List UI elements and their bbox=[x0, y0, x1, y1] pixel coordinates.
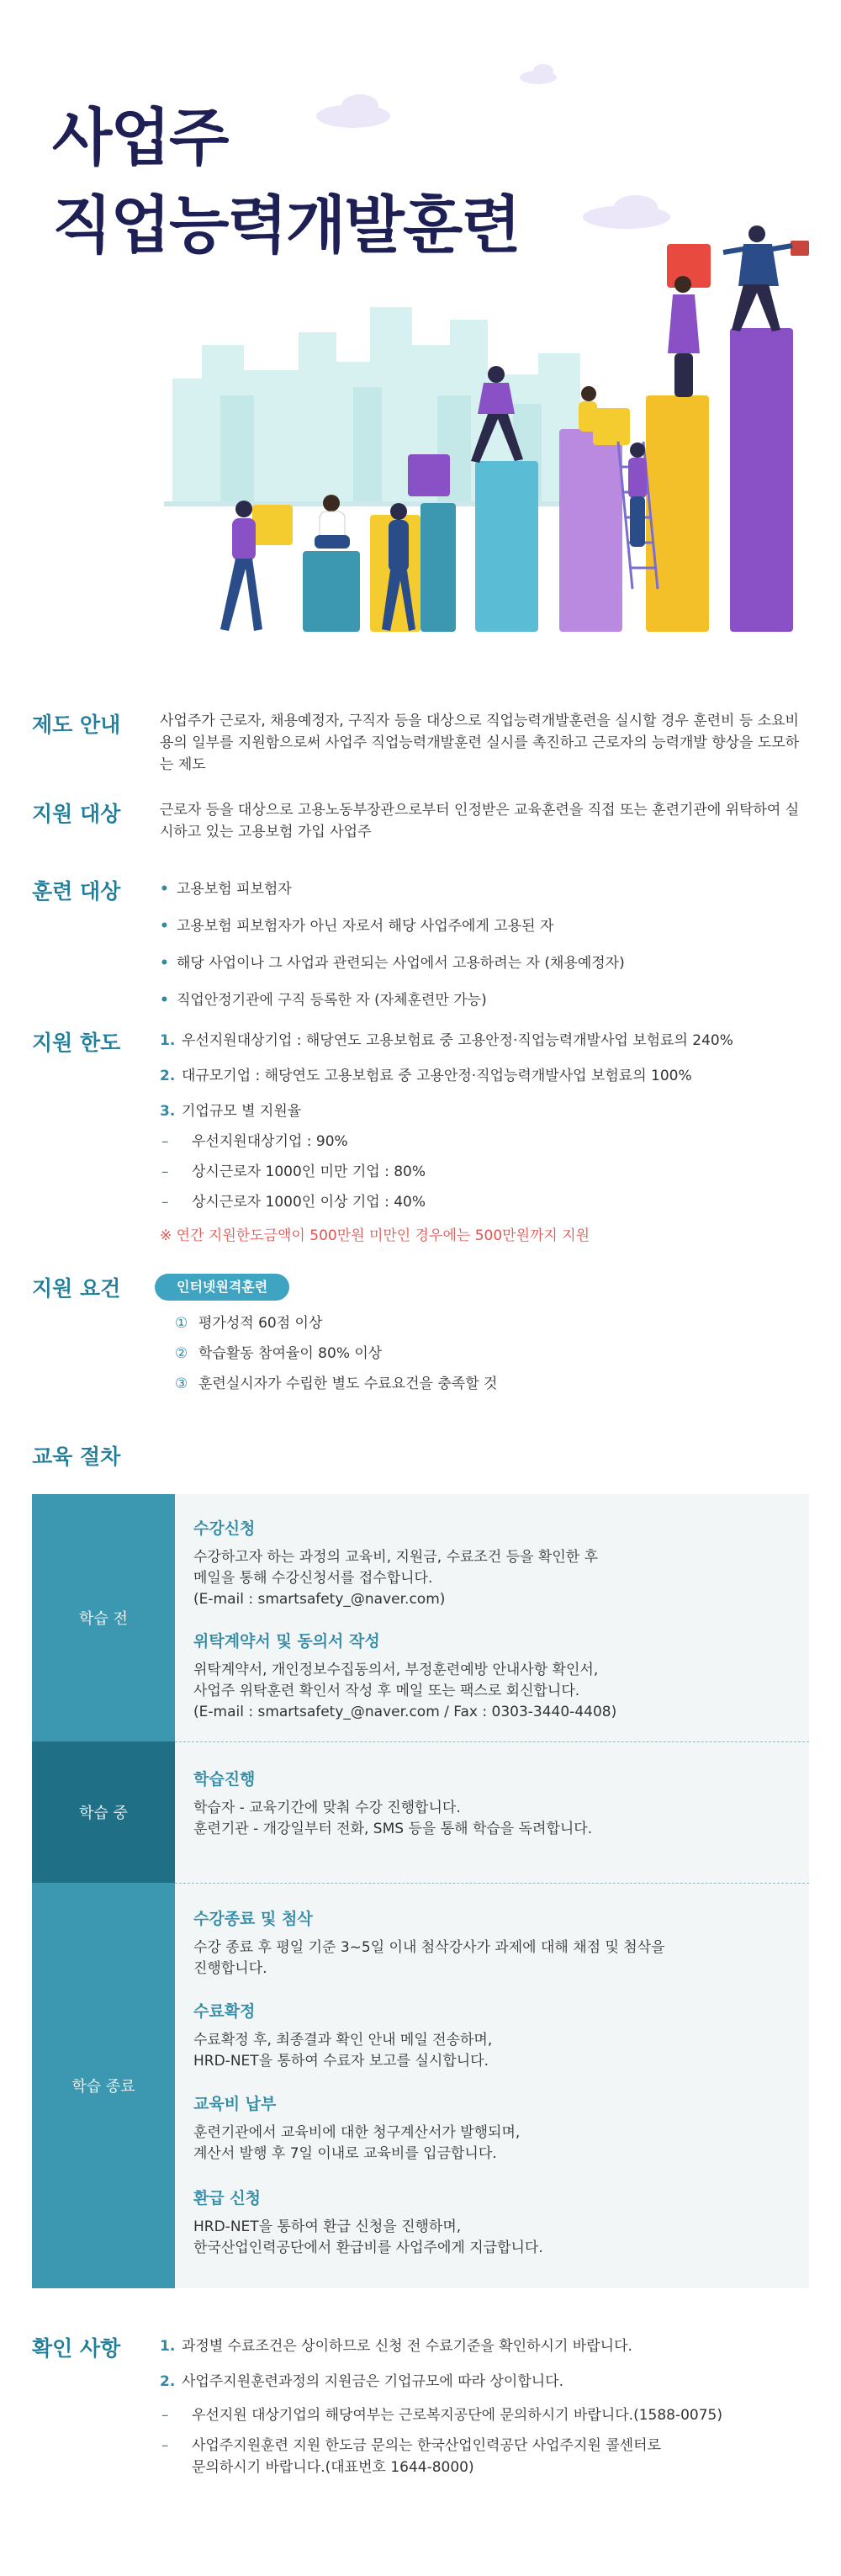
step-title: 학습진행 bbox=[193, 1770, 256, 1789]
process-step bbox=[193, 1767, 791, 1840]
person-figure bbox=[723, 225, 809, 331]
overview-text: 사업주가 근로자, 채용예정자, 구직자 등을 대상으로 직업능력개발훈련을 실시할 경우 훈련비 등 소요비용의 일부를 지원함으로써 사업주 직업능력개발훈련 실시를 촉진하고 근로자의 능력개발 향상을 도모하는 제도 bbox=[160, 713, 800, 773]
process-step bbox=[193, 2186, 791, 2259]
requirements-section bbox=[32, 1272, 814, 1398]
confirm-list bbox=[160, 2335, 807, 2487]
hero-title-line-2: 직업능력개발훈련 bbox=[52, 189, 520, 262]
step-text: HRD-NET을 통하여 환급 신청을 진행하며, 한국산업인력공단에서 환급비를 사업주에게 지급합니다. bbox=[193, 2218, 543, 2256]
overview-section bbox=[32, 708, 814, 776]
hero-title bbox=[52, 94, 520, 269]
list-item: • 고용보험 피보험자가 아닌 자로서 해당 사업주에게 고용된 자 bbox=[160, 915, 807, 937]
process-table bbox=[32, 1494, 809, 2288]
chart-bar bbox=[559, 429, 622, 632]
briefcase-icon bbox=[791, 241, 809, 256]
target-text: 근로자 등을 대상으로 고용노동부장관으로부터 인정받은 교육훈련을 직접 또는 훈련기관에 위탁하여 실시하고 있는 고용보험 가입 사업주 bbox=[160, 802, 800, 840]
phase-content bbox=[175, 1883, 809, 2288]
sub-list bbox=[160, 2404, 807, 2478]
puzzle-piece-icon bbox=[252, 505, 293, 545]
phase-content bbox=[175, 1741, 809, 1883]
limit-note: ※ 연간 지원한도금액이 500만원 미만인 경우에는 500만원까지 지원 bbox=[160, 1227, 590, 1244]
list-text: 평가성적 60점 이상 bbox=[198, 1315, 323, 1332]
list-item bbox=[160, 1100, 807, 1122]
list-text: 기업규모 별 지원율 bbox=[182, 1103, 302, 1120]
list-marker: ② bbox=[175, 1345, 188, 1362]
list-number: 1. bbox=[160, 2338, 176, 2355]
list-number: 3. bbox=[160, 1103, 176, 1120]
chart-bar bbox=[420, 503, 456, 632]
puzzle-piece-icon bbox=[408, 454, 450, 496]
overview-label: 제도 안내 bbox=[32, 713, 121, 737]
process-heading-section bbox=[32, 1440, 814, 1474]
process-label: 교육 절차 bbox=[32, 1444, 121, 1469]
step-text: 수료확정 후, 최종결과 확인 안내 메일 전송하며, HRD-NET을 통하여 수료자 보고를 실시합니다. bbox=[193, 2032, 493, 2070]
list-item bbox=[160, 2335, 807, 2357]
sub-list-item: – 상시근로자 1000인 미만 기업 : 80% bbox=[160, 1161, 807, 1183]
list-text: 사업주지원훈련과정의 지원금은 기업규모에 따라 상이합니다. bbox=[182, 2373, 563, 2390]
step-text: 위탁계약서, 개인정보수집동의서, 부정훈련예방 안내사항 확인서, 사업주 위탁훈련 확인서 작성 후 메일 또는 팩스로 회신합니다. (E-mail : smartsafety_@naver.com / Fax : 0303-3440-4408) bbox=[193, 1662, 617, 1720]
step-title: 위탁계약서 및 동의서 작성 bbox=[193, 1632, 380, 1651]
list-text: 우선지원대상기업 : 해당연도 고용보험료 중 고용안정·직업능력개발사업 보험료의 240% bbox=[182, 1032, 733, 1049]
list-item bbox=[155, 1343, 802, 1365]
phase-label: 학습 종료 bbox=[32, 1883, 175, 2288]
list-marker: ③ bbox=[175, 1375, 188, 1392]
step-text: 수강하고자 하는 과정의 교육비, 지원금, 수료조건 등을 확인한 후 메일을 통해 수강신청서를 접수합니다. (E-mail : smartsafety_@naver.com) bbox=[193, 1549, 599, 1608]
list-text: 과정별 수료조건은 상이하므로 신청 전 수료기준을 확인하시기 바랍니다. bbox=[182, 2338, 632, 2355]
step-text: 수강 종료 후 평일 기준 3~5일 이내 첨삭강사가 과제에 대해 채점 및 첨삭을 진행합니다. bbox=[193, 1939, 665, 1977]
list-text: 훈련실시자가 수립한 별도 수료요건을 충족할 것 bbox=[198, 1375, 498, 1392]
list-item bbox=[155, 1312, 802, 1334]
trainees-list bbox=[160, 878, 807, 1026]
list-number: 2. bbox=[160, 2373, 176, 2390]
process-step bbox=[193, 1516, 791, 1610]
limit-list bbox=[160, 1030, 807, 1247]
list-item bbox=[160, 1030, 807, 1052]
step-title: 수강신청 bbox=[193, 1519, 256, 1538]
list-item: • 고용보험 피보험자 bbox=[160, 878, 807, 900]
process-step bbox=[193, 1999, 791, 2072]
step-text: 훈련기관에서 교육비에 대한 청구계산서가 발행되며, 계산서 발행 후 7일 이내로 교육비를 입금합니다. bbox=[193, 2124, 521, 2162]
step-title: 수료확정 bbox=[193, 2002, 256, 2021]
chart-bar bbox=[730, 328, 793, 632]
process-step bbox=[193, 1906, 791, 1980]
list-number: 1. bbox=[160, 1032, 176, 1049]
list-item bbox=[155, 1373, 802, 1395]
phase-content bbox=[175, 1494, 809, 1741]
hero-title-line-1: 사업주 bbox=[52, 102, 228, 174]
sub-list-item: – 상시근로자 1000인 이상 기업 : 40% bbox=[160, 1191, 807, 1213]
phase-label: 학습 전 bbox=[32, 1494, 175, 1741]
step-title: 환급 신청 bbox=[193, 2189, 262, 2208]
process-step bbox=[193, 1629, 791, 1723]
list-number: 2. bbox=[160, 1068, 176, 1084]
list-text: 대규모기업 : 해당연도 고용보험료 중 고용안정·직업능력개발사업 보험료의 100% bbox=[182, 1068, 692, 1084]
limit-section bbox=[32, 1026, 814, 1245]
list-marker: ① bbox=[175, 1315, 188, 1332]
list-item bbox=[160, 2371, 807, 2393]
step-title: 수강종료 및 첨삭 bbox=[193, 1910, 313, 1928]
list-text: 학습활동 참여율이 80% 이상 bbox=[198, 1345, 383, 1362]
sub-list-item: – 사업주지원훈련 지원 한도금 문의는 한국산업인력공단 사업주지원 콜센터로 문의하시기 바랍니다.(대표번호 1644-8000) bbox=[160, 2435, 807, 2478]
person-figure bbox=[579, 386, 597, 432]
list-item: • 해당 사업이나 그 사업과 관련되는 사업에서 고용하려는 자 (채용예정자) bbox=[160, 952, 807, 974]
list-item bbox=[160, 1065, 807, 1087]
phase-label: 학습 중 bbox=[32, 1741, 175, 1883]
sub-list bbox=[160, 1131, 807, 1213]
trainees-section bbox=[32, 875, 814, 1018]
requirements-label: 지원 요건 bbox=[32, 1276, 121, 1301]
hero-banner bbox=[0, 0, 841, 665]
person-figure bbox=[668, 276, 700, 397]
target-section bbox=[32, 798, 814, 848]
step-text: 학습자 - 교육기간에 맞춰 수강 진행합니다. 훈련기관 - 개강일부터 전화, SMS 등을 통해 학습을 독려합니다. bbox=[193, 1799, 593, 1837]
sub-list-item: – 우선지원 대상기업의 해당여부는 근로복지공단에 문의하시기 바랍니다.(1588-0075) bbox=[160, 2404, 807, 2426]
chart-bar bbox=[646, 395, 709, 632]
requirements-pill: 인터넷원격훈련 bbox=[155, 1274, 289, 1301]
chart-bar bbox=[303, 551, 360, 632]
confirm-label: 확인 사항 bbox=[32, 2336, 121, 2361]
list-item: • 직업안정기관에 구직 등록한 자 (자체훈련만 가능) bbox=[160, 989, 807, 1011]
target-label: 지원 대상 bbox=[32, 802, 121, 826]
sub-list-item: – 우선지원대상기업 : 90% bbox=[160, 1131, 807, 1153]
limit-label: 지원 한도 bbox=[32, 1031, 121, 1055]
chart-bar bbox=[475, 461, 538, 632]
process-step bbox=[193, 2091, 791, 2165]
requirements-list bbox=[155, 1312, 802, 1395]
confirm-section bbox=[32, 2332, 814, 2534]
step-title: 교육비 납부 bbox=[193, 2095, 277, 2113]
puzzle-piece-icon bbox=[593, 408, 630, 445]
trainees-label: 훈련 대상 bbox=[32, 879, 121, 904]
requirements-body bbox=[155, 1274, 802, 1403]
